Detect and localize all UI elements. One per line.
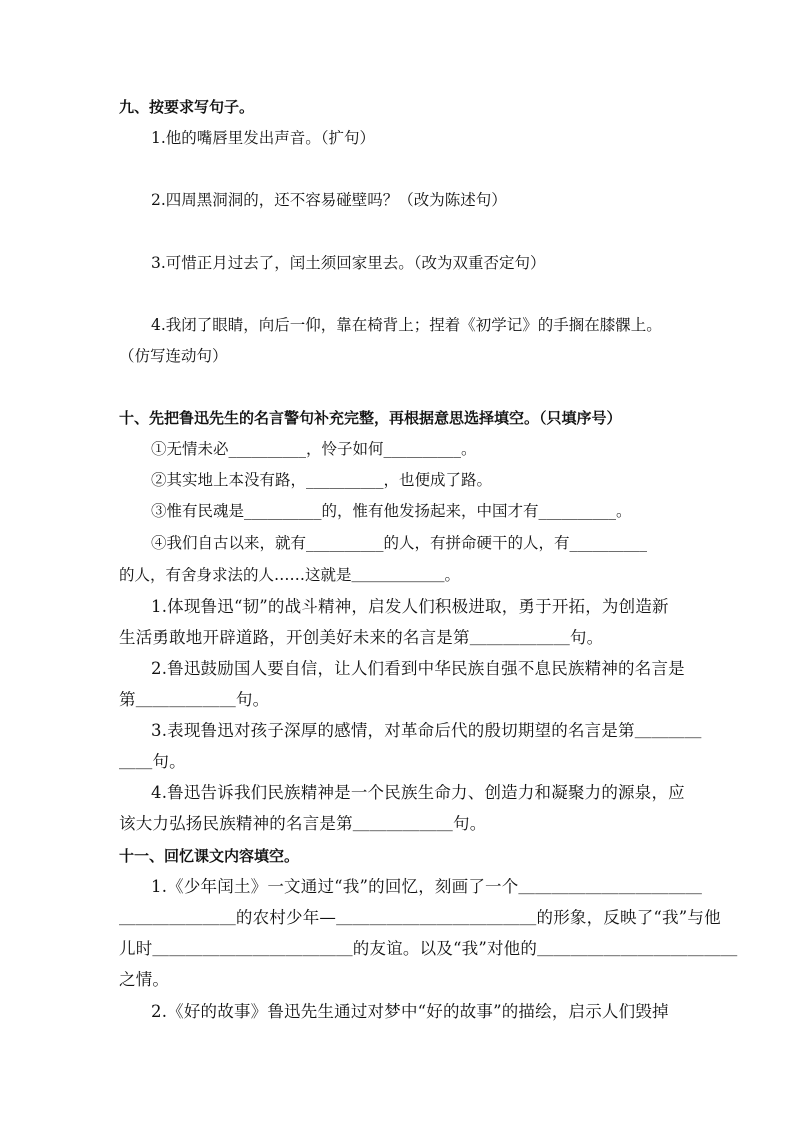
s10-question-3-cont: ＿＿句。 <box>119 752 186 771</box>
section-10-heading: 十、先把鲁迅先生的名言警句补充完整，再根据意思选择填空。（只填序号） <box>119 409 622 427</box>
s10-question-3: 3.表现鲁迅对孩子深厚的感情，对革命后代的殷切期望的名言是第＿＿＿＿ <box>151 721 702 740</box>
s10-quote-3: ③惟有民魂是__________的，惟有他发扬起来，中国才有__________。 <box>151 502 632 520</box>
s11-line-2: ＿＿＿＿＿＿＿的农村少年—＿＿＿＿＿＿＿＿＿＿＿＿的形象，反映了“我”与他 <box>119 908 721 927</box>
s10-question-2-cont: 第＿＿＿＿＿＿句。 <box>119 690 270 709</box>
s10-question-4-cont: 该大力弘扬民族精神的名言是第＿＿＿＿＿＿句。 <box>119 814 487 833</box>
section-9-heading: 九、按要求写句子。 <box>119 98 255 116</box>
s9-item-4: 4.我闭了眼睛，向后一仰，靠在椅背上；捏着《初学记》的手搁在膝髁上。 <box>151 316 662 334</box>
s10-quote-4-cont: 的人，有舍身求法的人……这就是＿＿＿＿＿＿。 <box>119 566 461 584</box>
s9-item-3: 3.可惜正月过去了，闰土须回家里去。（改为双重否定句） <box>151 254 546 272</box>
s10-quote-4: ④我们自古以来，就有__________的人，有拼命硬干的人，有__________ <box>151 534 648 552</box>
s9-item-2: 2.四周黑洞洞的，还不容易碰壁吗？（改为陈述句） <box>151 191 507 209</box>
s10-question-4: 4.鲁迅告诉我们民族精神是一个民族生命力、创造力和凝聚力的源泉，应 <box>151 783 685 802</box>
s10-question-1-cont: 生活勇敢地开辟道路，开创美好未来的名言是第＿＿＿＿＿＿句。 <box>119 628 604 647</box>
s9-item-1: 1.他的嘴唇里发出声音。（扩句） <box>151 129 376 147</box>
s10-question-2: 2.鲁迅鼓励国人要自信，让人们看到中华民族自强不息民族精神的名言是 <box>151 659 685 678</box>
s11-line-4: 之情。 <box>119 970 170 989</box>
s11-line-1: 1.《少年闰土》一文通过“我”的回忆，刻画了一个＿＿＿＿＿＿＿＿＿＿＿ <box>151 877 703 896</box>
s10-question-1: 1.体现鲁迅“韧”的战斗精神，启发人们积极进取，勇于开拓，为创造新 <box>151 597 669 616</box>
s11-line-5: 2.《好的故事》鲁迅先生通过对梦中“好的故事”的描绘，启示人们毁掉 <box>151 1002 669 1021</box>
s9-item-4-cont: （仿写连动句） <box>119 347 228 365</box>
section-11-heading: 十一、回忆课文内容填空。 <box>119 847 300 865</box>
s10-quote-2: ②其实地上本没有路，__________，也便成了路。 <box>151 471 493 489</box>
s11-line-3: 儿时＿＿＿＿＿＿＿＿＿＿＿＿的友谊。以及“我”对他的＿＿＿＿＿＿＿＿＿＿＿＿ <box>119 939 738 958</box>
s10-quote-1: ①无情未必__________，怜子如何__________。 <box>151 440 477 458</box>
